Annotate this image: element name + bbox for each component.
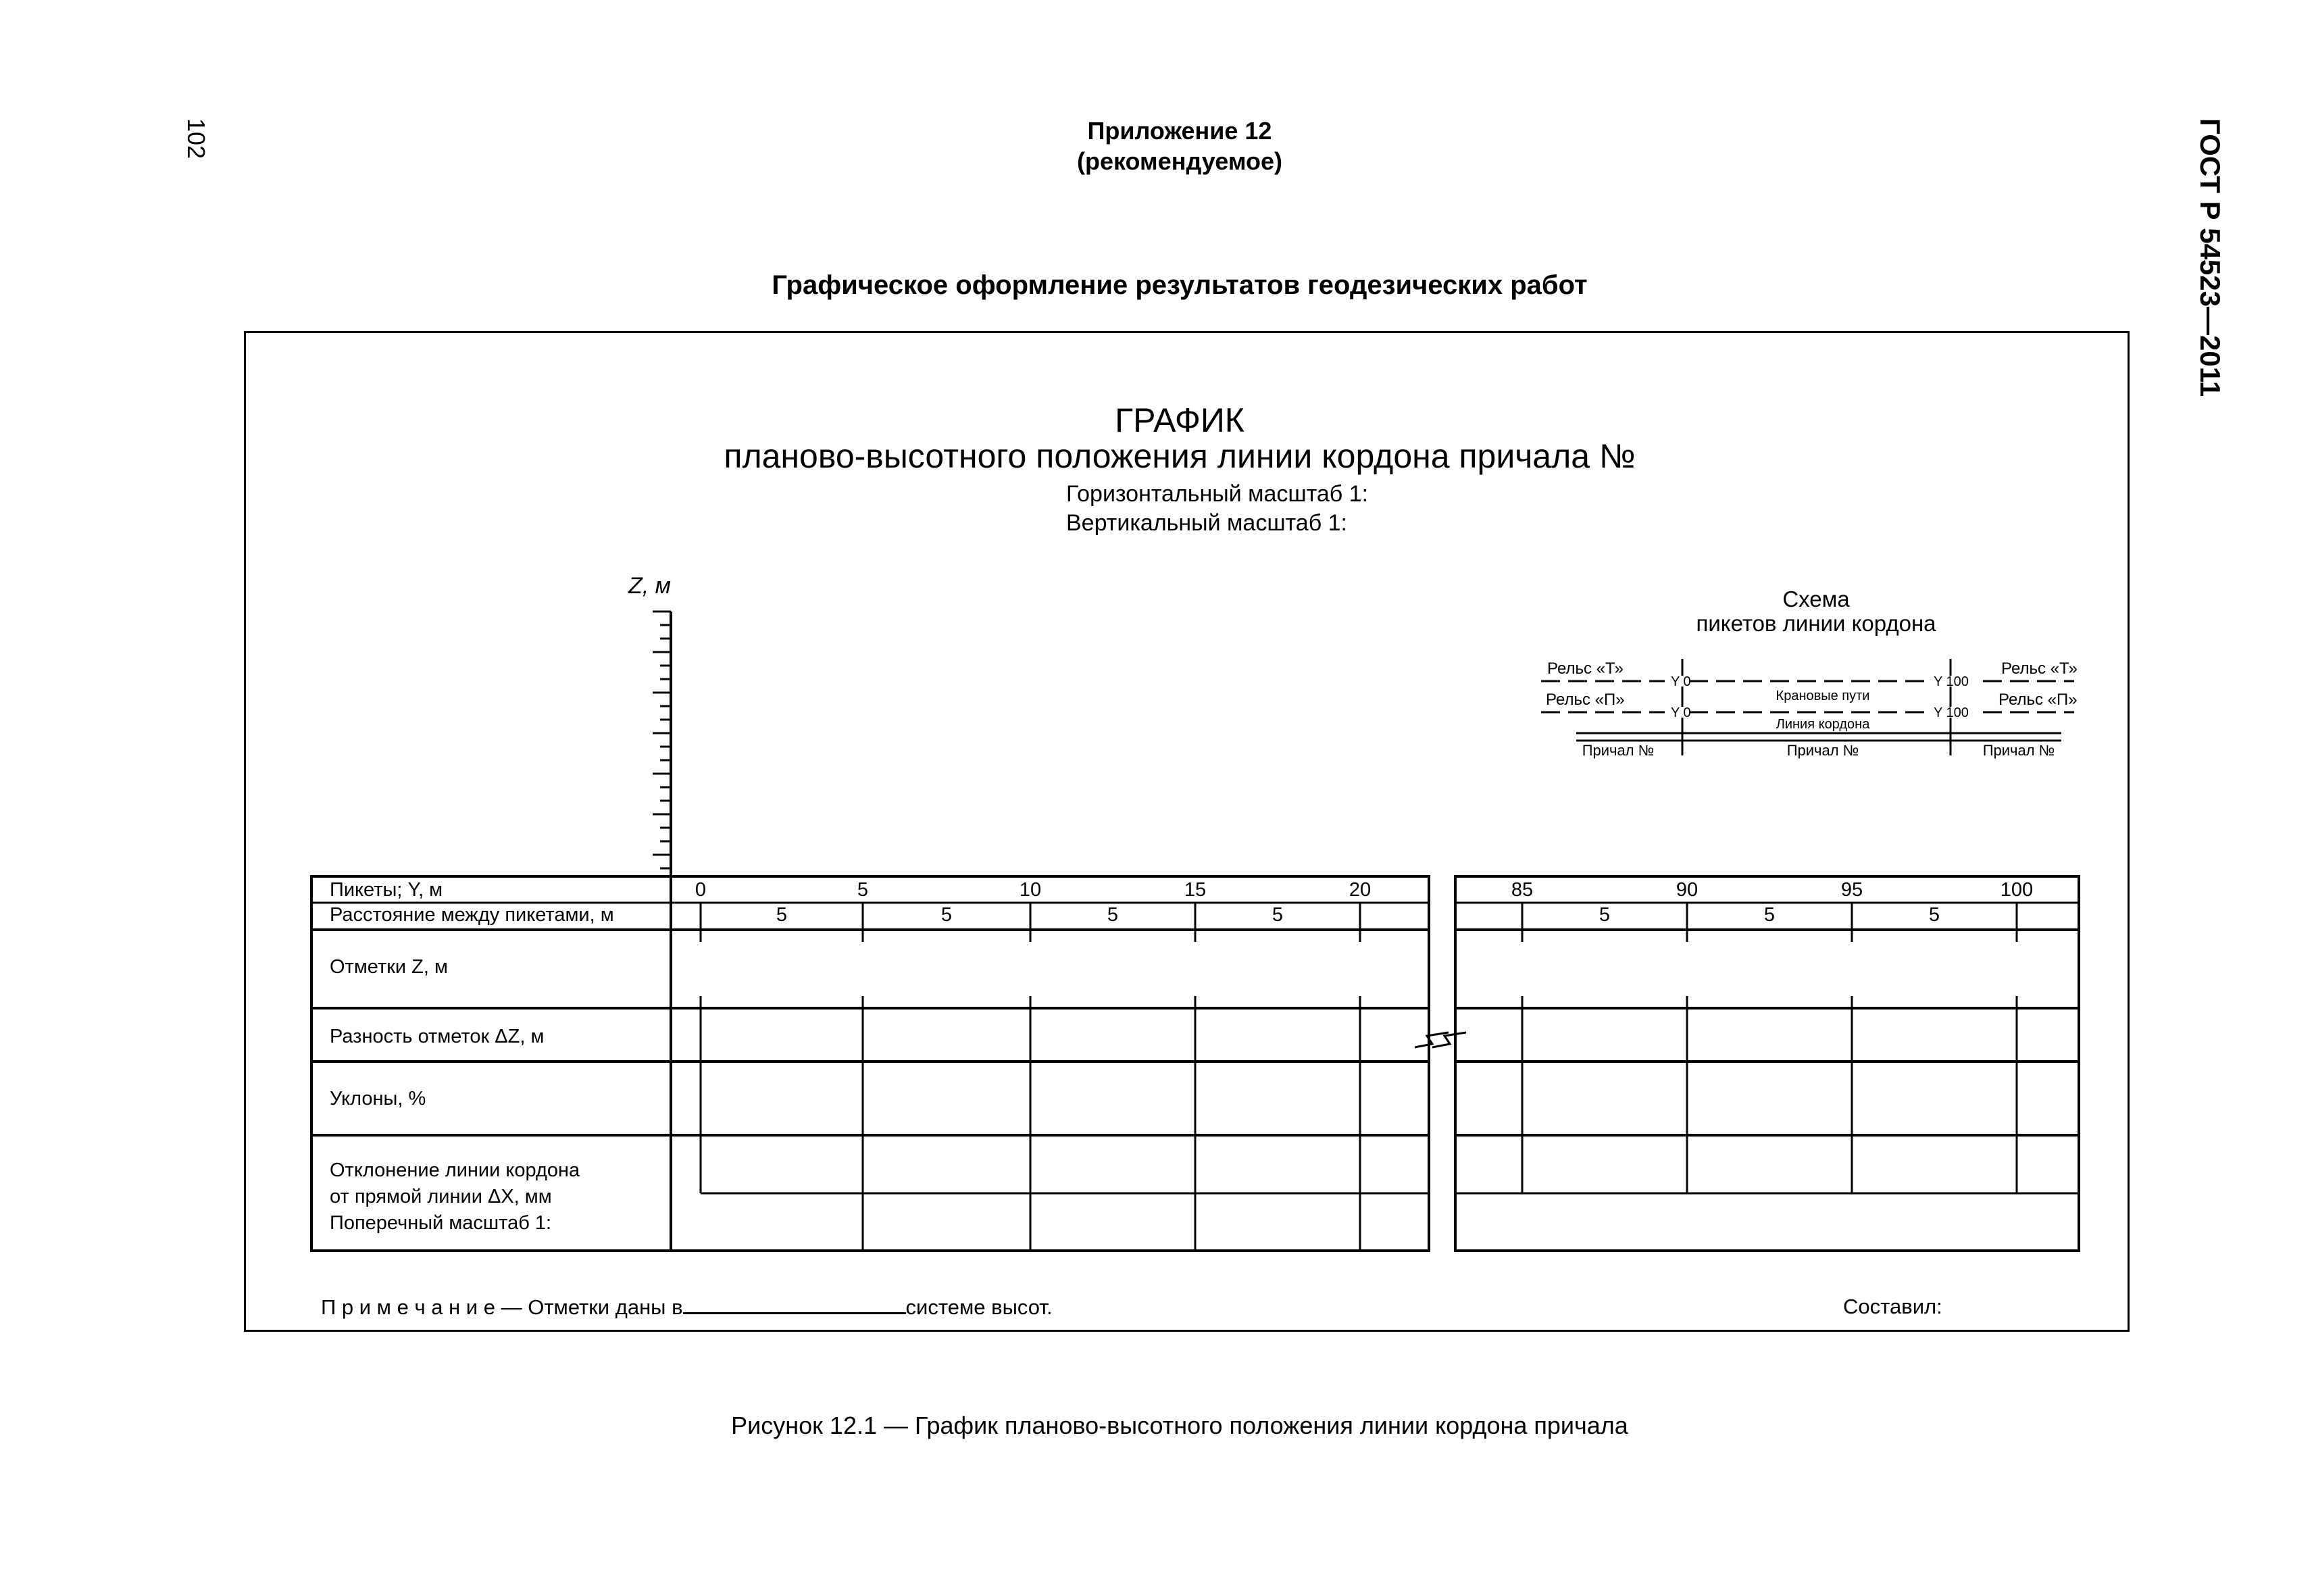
berth-mid-label: Причал № (1786, 742, 1859, 759)
row-label-pickets: Пикеты; Y, м (330, 879, 443, 901)
row-label-diff: Разность отметок ΔZ, м (330, 1026, 545, 1047)
picket-value: 0 (695, 879, 707, 901)
berth-left-label: Причал № (1582, 742, 1655, 759)
appendix-title: Приложение 12 (1087, 117, 1272, 145)
picket-value: 20 (1349, 879, 1372, 901)
picket-value: 85 (1511, 879, 1534, 901)
row-label-slopes: Уклоны, % (330, 1088, 426, 1109)
y100-bottom-label: Y 100 (1934, 705, 1969, 720)
row-label-marks: Отметки Z, м (330, 956, 448, 978)
crane-ways-label: Крановые пути (1776, 689, 1870, 703)
distance-value: 5 (1763, 904, 1776, 926)
note-text-after: системе высот. (905, 1295, 1053, 1319)
left-table-grid (311, 876, 1429, 1251)
distance-value: 5 (940, 904, 953, 926)
figure-caption: Рисунок 12.1 — График планово-высотного положения линии кордона причала (731, 1412, 1628, 1439)
y0-bottom-label: Y 0 (1671, 705, 1691, 720)
picket-value: 10 (1019, 879, 1042, 901)
row-label-deviation-1: Отклонение линии кордона (330, 1159, 580, 1181)
note-text-before: — Отметки даны в (495, 1295, 683, 1319)
y100-top-label: Y 100 (1934, 674, 1969, 689)
break-symbol (1415, 1032, 1466, 1047)
horizontal-scale: Горизонтальный масштаб 1: (1066, 481, 1369, 507)
scheme-drawing (1541, 659, 2074, 755)
compiled-by: Составил: (1843, 1295, 1942, 1318)
scheme-title: Схема (1782, 587, 1850, 612)
row-label-deviation-2: от прямой линии ΔX, мм (330, 1186, 552, 1207)
z-axis-label: Z, м (628, 573, 671, 599)
section-title: Графическое оформление результатов геодезических работ (772, 270, 1588, 300)
cordon-line-label: Линия кордона (1776, 717, 1870, 732)
standard-code: ГОСТ Р 54523—2011 (2194, 118, 2226, 397)
rail-t-right-label: Рельс «Т» (2001, 659, 2078, 678)
vertical-scale: Вертикальный масштаб 1: (1066, 510, 1347, 536)
z-axis-ticks (653, 612, 671, 868)
row-label-distance: Расстояние между пикетами, м (330, 904, 614, 926)
picket-value: 95 (1840, 879, 1863, 901)
scheme-subtitle: пикетов линии кордона (1696, 611, 1936, 636)
picket-value: 90 (1676, 879, 1699, 901)
right-table-grid (1455, 876, 2079, 1251)
graph-title: ГРАФИК (1115, 401, 1244, 439)
appendix-type: (рекомендуемое) (1077, 147, 1282, 175)
berth-right-label: Причал № (1982, 742, 2055, 759)
distance-value: 5 (776, 904, 788, 926)
y0-top-label: Y 0 (1671, 674, 1691, 689)
distance-value: 5 (1599, 904, 1611, 926)
graph-subtitle: планово-высотного положения линии кордона причала № (724, 437, 1636, 475)
rail-p-right-label: Рельс «П» (1998, 691, 2078, 709)
rail-p-left-label: Рельс «П» (1546, 691, 1625, 709)
page-number: 102 (182, 118, 210, 159)
distance-value: 5 (1107, 904, 1119, 926)
note-label: П р и м е ч а н и е (321, 1295, 495, 1319)
distance-value: 5 (1928, 904, 1940, 926)
distance-value: 5 (1272, 904, 1284, 926)
picket-value: 15 (1184, 879, 1207, 901)
row-label-deviation-3: Поперечный масштаб 1: (330, 1212, 552, 1234)
picket-value: 5 (857, 879, 869, 901)
picket-value: 100 (2000, 879, 2034, 901)
rail-t-left-label: Рельс «Т» (1547, 659, 1624, 678)
